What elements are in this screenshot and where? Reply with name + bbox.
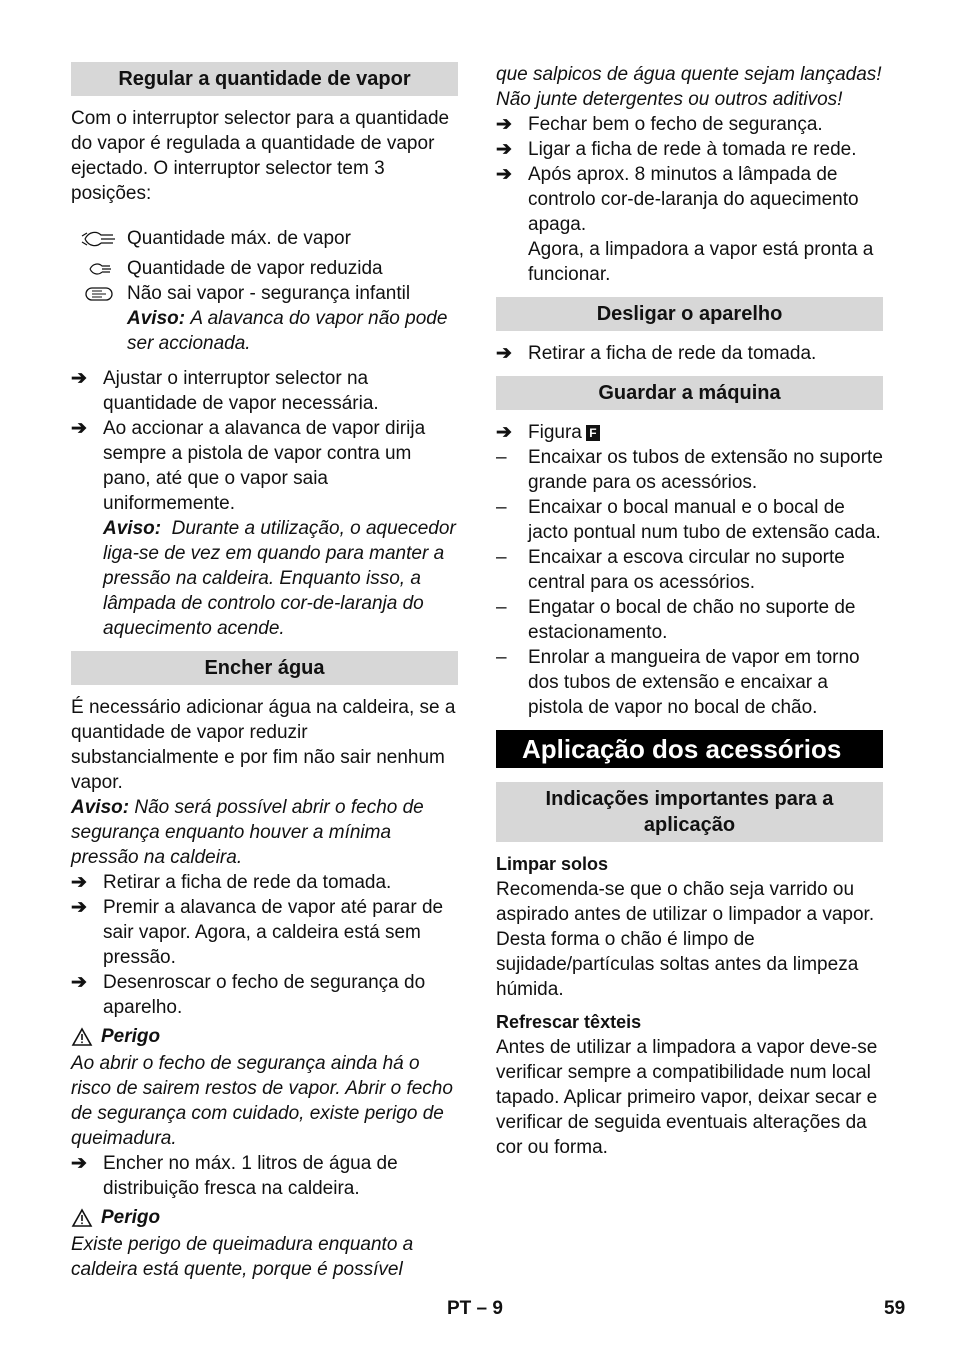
list-item: – Encaixar a escova circular no suporte central para os acessórios.: [496, 547, 845, 593]
dash-icon: –: [496, 447, 507, 468]
list-item: ➔ Ajustar o interruptor selector na quantidade de vapor necessária.: [71, 368, 379, 414]
list-item: – Engatar o bocal de chão no suporte de estacionamento.: [496, 597, 856, 643]
section-title-steam-quantity: Regular a quantidade de vapor: [71, 62, 458, 96]
danger-heading: Perigo: [71, 1024, 458, 1049]
subheading: Refrescar têxteis: [496, 1012, 642, 1032]
paragraph: É necessário adicionar água na caldeira, se a quantidade de vapor reduzir substancialmente e por fim não sair nenhum vapor.: [71, 697, 456, 793]
paragraph: Antes de utilizar a limpadora a vapor deve-se verificar sempre a compatibilidade num local tapado. Aplicar primeiro vapor, deixar secar e verificar de seguida eventuais alterações da cor ou forma.: [496, 1037, 878, 1158]
list-item: ➔ Desenroscar o fecho de segurança do aparelho.: [71, 972, 426, 1018]
section-title-application-notes: Indicações importantes para a aplicação: [496, 782, 883, 842]
arrow-icon: ➔: [71, 872, 87, 893]
arrow-icon: ➔: [71, 897, 87, 918]
danger-text-continued: que salpicos de água quente sejam lançadas! Não junte detergentes ou outros aditivos!: [496, 64, 882, 110]
dash-icon: –: [496, 647, 507, 668]
paragraph: Recomenda-se que o chão seja varrido ou aspirado antes de utilizar o limpador a vapor. Desta forma o chão é limpo de sujidade/partículas soltas antes da limpeza húmida.: [496, 879, 875, 1000]
danger-text: Existe perigo de queimadura enquanto a caldeira está quente, porque é possível: [71, 1234, 414, 1280]
warning-triangle-icon: [71, 1027, 93, 1047]
list-item: ➔ Encher no máx. 1 litros de água de distribuição fresca na caldeira.: [71, 1153, 398, 1199]
right-column: [496, 62, 883, 1160]
paragraph: Com o interruptor selector para a quantidade do vapor é regulada a quantidade de vapor ejectado. O interruptor selector tem 3 posições:: [71, 108, 450, 204]
subheading: Limpar solos: [496, 854, 609, 874]
danger-heading: Perigo: [71, 1205, 458, 1230]
left-column: [71, 62, 458, 1282]
danger-text: Ao abrir o fecho de segurança ainda há o risco de sairem restos de vapor. Abrir o fecho de segurança com cuidado, existe perigo de queimadura.: [71, 1053, 453, 1149]
arrow-icon: ➔: [496, 343, 512, 364]
list-item: Quantidade de vapor reduzida: [71, 256, 458, 281]
list-item: ➔ Após aprox. 8 minutos a lâmpada de controlo cor-de-laranja do aquecimento apaga.: [496, 164, 859, 235]
note: Aviso: Durante a utilização, o aquecedor liga-se de vez em quando para manter a pressão na caldeira. Enquanto isso, a lâmpada de controlo cor-de-laranja do aquecimento acende.: [103, 518, 456, 639]
list-item: ➔ Figura F: [496, 420, 883, 445]
footer-page-number: 59: [884, 1298, 906, 1319]
note: Aviso: Não será possível abrir o fecho de segurança enquanto houver a mínima pressão na caldeira.: [71, 797, 424, 868]
arrow-icon: ➔: [71, 368, 87, 389]
arrow-icon: ➔: [71, 1153, 87, 1174]
paragraph: Agora, a limpadora a vapor está pronta a funcionar.: [528, 239, 874, 285]
list-item: – Encaixar os tubos de extensão no suporte grande para os acessórios.: [496, 447, 883, 493]
steam-max-icon: [71, 226, 127, 251]
list-item: ➔ Fechar bem o fecho de segurança.: [496, 114, 823, 135]
arrow-icon: ➔: [496, 164, 512, 185]
dash-icon: –: [496, 497, 507, 518]
arrow-icon: ➔: [496, 139, 512, 160]
arrow-icon: ➔: [71, 972, 87, 993]
dash-icon: –: [496, 547, 507, 568]
dash-icon: –: [496, 597, 507, 618]
figure-letter-badge: F: [586, 425, 600, 441]
list-item: – Encaixar o bocal manual e o bocal de jacto pontual num tubo de extensão cada.: [496, 497, 881, 543]
chapter-title: Aplicação dos acessórios: [496, 730, 883, 768]
note: Aviso: A alavanca do vapor não pode ser accionada.: [127, 308, 448, 354]
section-title-storage: Guardar a máquina: [496, 376, 883, 410]
steam-reduced-icon: [71, 256, 127, 281]
list-item: ➔ Ligar a ficha de rede à tomada re rede.: [496, 139, 857, 160]
list-item: ➔ Premir a alavanca de vapor até parar de sair vapor. Agora, a caldeira está sem pressão.: [71, 897, 444, 968]
arrow-icon: ➔: [496, 114, 512, 135]
section-title-fill-water: Encher água: [71, 651, 458, 685]
list-item: – Enrolar a mangueira de vapor em torno dos tubos de extensão e encaixar a pistola de vapor no bocal de chão.: [496, 647, 860, 718]
section-title-switch-off: Desligar o aparelho: [496, 297, 883, 331]
list-item: Não sai vapor - segurança infantil: [71, 281, 458, 306]
arrow-icon: ➔: [496, 422, 512, 443]
list-item: Quantidade máx. de vapor: [71, 226, 458, 251]
list-item: ➔ Ao accionar a alavanca de vapor dirija sempre a pistola de vapor contra um pano, até que o vapor saia uniformemente.: [71, 418, 426, 514]
footer-page-label: PT – 9: [447, 1298, 503, 1319]
list-item: ➔ Retirar a ficha de rede da tomada.: [496, 343, 817, 364]
list-item: ➔ Retirar a ficha de rede da tomada.: [71, 872, 392, 893]
warning-triangle-icon: [71, 1208, 93, 1228]
child-lock-icon: [71, 281, 127, 306]
arrow-icon: ➔: [71, 418, 87, 439]
